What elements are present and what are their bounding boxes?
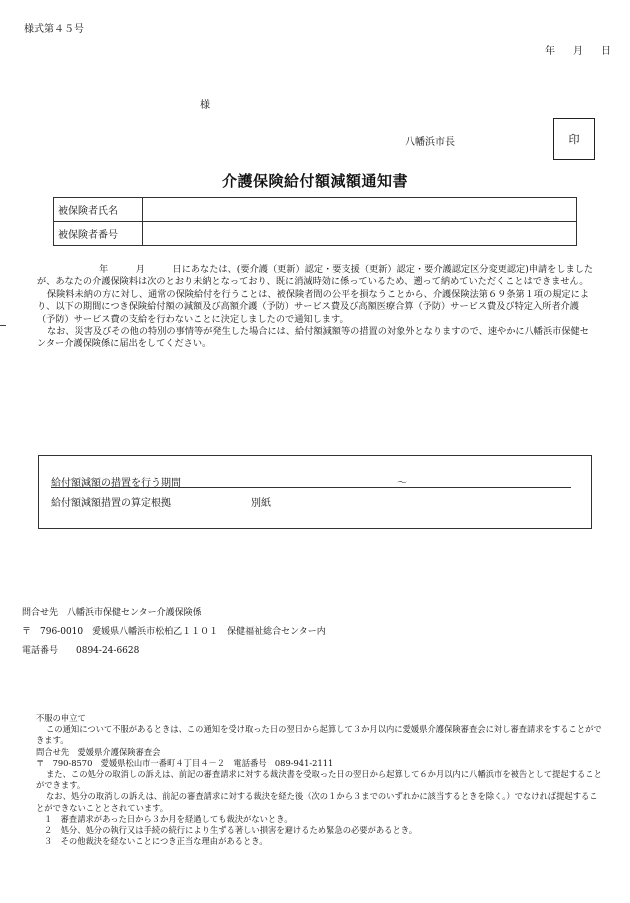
date-line: 年 月 日	[545, 46, 615, 57]
period-underline	[51, 487, 571, 488]
appeal-paragraph-1: この通知について不服があるときは、この通知を受け取った日の翌日から起算して３か月以内に愛媛県介護保険審査会に対し審査請求をすることができます。	[36, 724, 602, 746]
insured-number-field[interactable]	[143, 222, 577, 246]
application-date: 年 月 日	[99, 264, 182, 275]
issuer-name: 八幡浜市長	[405, 137, 455, 148]
table-row	[54, 222, 577, 246]
contact-phone: 電話番号 0894-24-6628	[22, 646, 140, 656]
document-title: 介護保険給付額減額通知書	[222, 172, 409, 190]
period-separator: ～	[397, 478, 407, 489]
seal-box	[553, 118, 595, 160]
basis-label: 給付額減額措置の算定根拠	[51, 498, 171, 509]
appeal-item-1: １ 審査請求があった日から３か月を経過しても裁決がないとき。	[44, 813, 293, 824]
form-number: 様式第４５号	[24, 24, 84, 35]
appeal-paragraph-2: また、この処分の取消しの訴えは、前記の審査請求に対する裁決書を受取った日の翌日から起算して６か月以内に八幡浜市を被告として提起することができます。	[36, 769, 602, 791]
insured-number-label: 被保険者番号	[54, 222, 143, 246]
table-row	[54, 198, 577, 222]
appeal-office: 問合せ先 愛媛県介護保険審査会	[36, 746, 161, 757]
period-label: 給付額減額の措置を行う期間	[51, 478, 181, 489]
seal-label: 印	[568, 133, 580, 146]
period-box	[38, 455, 592, 529]
margin-mark	[0, 325, 6, 326]
appeal-item-2: ２ 処分、処分の執行又は手続の続行により生ずる著しい損害を避けるため緊急の必要があるとき。	[44, 825, 418, 836]
addressee-suffix: 様	[200, 100, 210, 111]
appeal-item-3: ３ その他裁決を経ないことにつき正当な理由があるとき。	[44, 836, 268, 847]
insured-table	[53, 197, 577, 246]
appeal-paragraph-3: なお、処分の取消しの訴えは、前記の審査請求に対する裁決を経た後（次の１から３までのいずれかに該当するときを除く。）でなければ提起することができないこととされています。	[36, 791, 598, 813]
body-paragraph-3: なお、災害及びその他の特別の事情等が発生した場合には、給付額減額等の措置の対象外となりますので、速やかに八幡浜市保健センター介護保険係に届出をしてください。	[37, 326, 589, 350]
contact-inquiry: 問合せ先 八幡浜市保健センター介護保険係	[22, 608, 202, 618]
contact-address: 〒 796-0010 愛媛県八幡浜市松柏乙１１０１ 保健福祉総合センター内	[22, 627, 326, 637]
appeal-office-address: 〒 790-8570 愛媛県松山市一番町４丁目４－２ 電話番号 089-941-2111	[36, 757, 334, 768]
body-paragraph-1	[37, 264, 597, 289]
insured-name-field[interactable]	[143, 198, 577, 222]
body-paragraph-2: 保険料未納の方に対し、通常の保険給付を行うことは、被保険者間の公平を損なうことから、介護保険法第６９条第１項の規定により、以下の期間につき保険給付額の減額及び高額介護（予防）サービス費及び高額医療合算（予防）サービス費及び特定入所者介護（予防）サービス費の支給を行わないことに決定しましたので通知します。	[37, 288, 590, 325]
body-paragraph-1-text: にあなたは、(要介護（更新）認定・要支援（更新）認定・要介護認定区分変更認定)申請をしましたが、あなたの介護保険料は次のとおり未納となっており、既に消滅時効に係っているため、遡って納めていただくことはできません。	[37, 264, 594, 288]
basis-value: 別紙	[251, 498, 271, 509]
appeal-section	[36, 713, 602, 847]
appeal-heading: 不服の申立て	[36, 713, 86, 723]
notice-body	[37, 264, 597, 351]
insured-name-label: 被保険者氏名	[54, 198, 143, 222]
